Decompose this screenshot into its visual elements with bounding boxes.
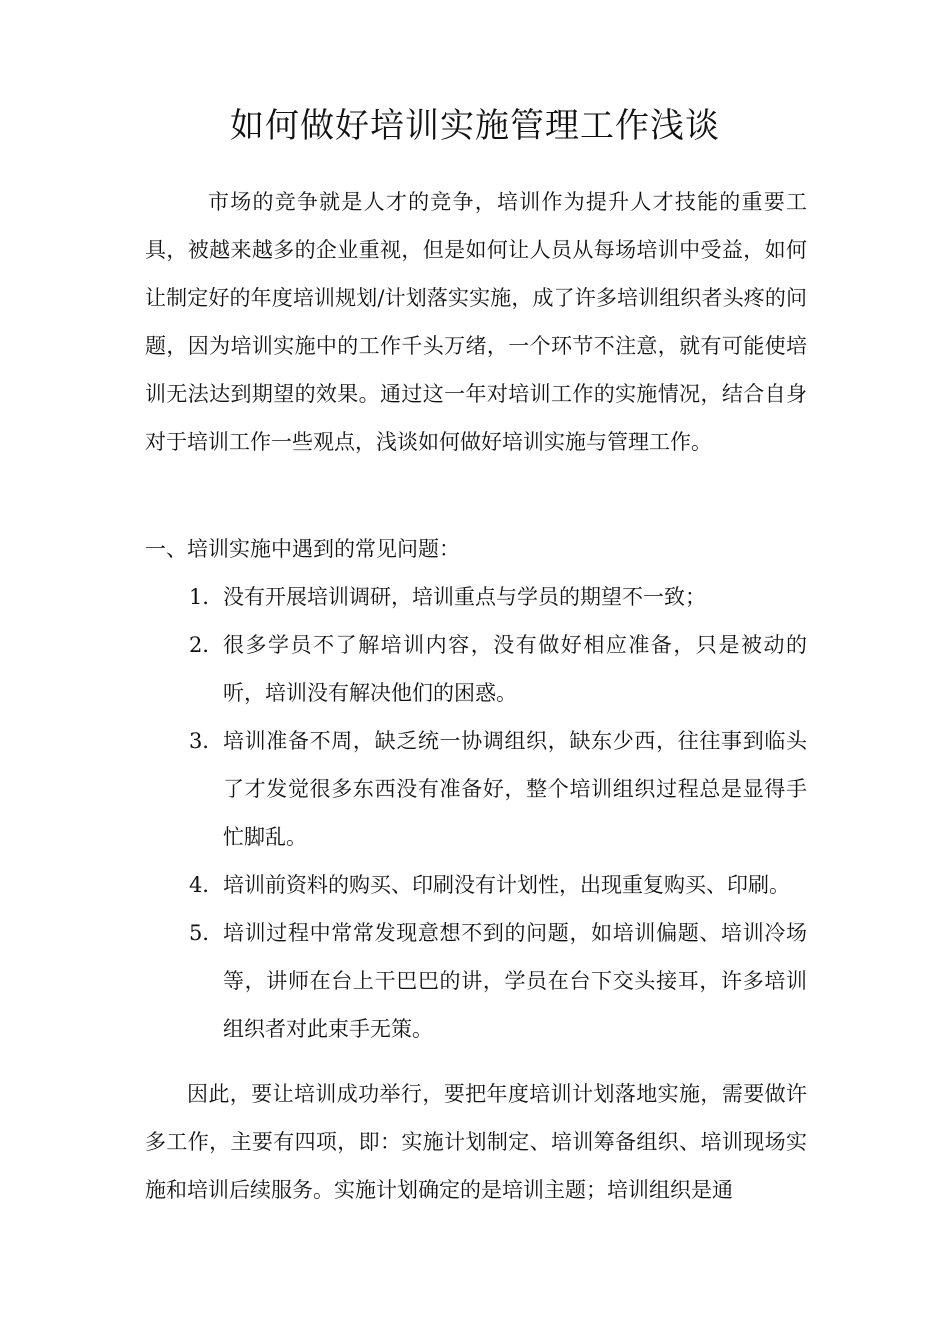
- list-item: [145, 717, 807, 861]
- list-item-text: 没有开展培训调研，培训重点与学员的期望不一致；: [223, 585, 706, 609]
- section-heading: 一、培训实施中遇到的常见问题：: [145, 537, 460, 561]
- list-item: [145, 621, 807, 717]
- list-item: [145, 909, 807, 1053]
- conclusion-paragraph: 因此，要让培训成功举行，要把年度培训计划落地实施，需要做许多工作，主要有四项，即：实施计划制定、培训筹备组织、培训现场实施和培训后续服务。实施计划确定的是培训主题；培训组织是通: [145, 1082, 807, 1202]
- intro-paragraph: 市场的竞争就是人才的竞争，培训作为提升人才技能的重要工具，被越来越多的企业重视，但是如何让人员从每场培训中受益，如何让制定好的年度培训规划/计划落实实施，成了许多培训组织者头疼的问题，因为培训实施中的工作千头万绪，一个环节不注意，就有可能使培训无法达到期望的效果。通过这一年对培训工作的实施情况，结合自身对于培训工作一些观点，浅谈如何做好培训实施与管理工作。: [145, 190, 807, 454]
- list-item-number: 1．: [189, 585, 224, 609]
- list-item-number: 4．: [189, 873, 224, 897]
- list-item-number: 5．: [189, 921, 224, 945]
- list-item-number: 3．: [189, 729, 224, 753]
- problem-list: [145, 573, 807, 1053]
- list-item-text: 培训过程中常常发现意想不到的问题，如培训偏题、培训冷场等，讲师在台上干巴巴的讲，学员在台下交头接耳，许多培训组织者对此束手无策。: [223, 921, 807, 1041]
- list-item-number: 2．: [189, 633, 224, 657]
- list-item-text: 培训准备不周，缺乏统一协调组织，缺东少西，往往事到临头了才发觉很多东西没有准备好，整个培训组织过程总是显得手忙脚乱。: [223, 729, 807, 849]
- list-item-text: 培训前资料的购买、印刷没有计划性，出现重复购买、印刷。: [223, 873, 790, 897]
- list-item: [145, 861, 807, 909]
- list-item-text: 很多学员不了解培训内容，没有做好相应准备，只是被动的听，培训没有解决他们的困惑。: [223, 633, 807, 705]
- list-item: [145, 573, 807, 621]
- document-title: 如何做好培训实施管理工作浅谈: [230, 106, 720, 146]
